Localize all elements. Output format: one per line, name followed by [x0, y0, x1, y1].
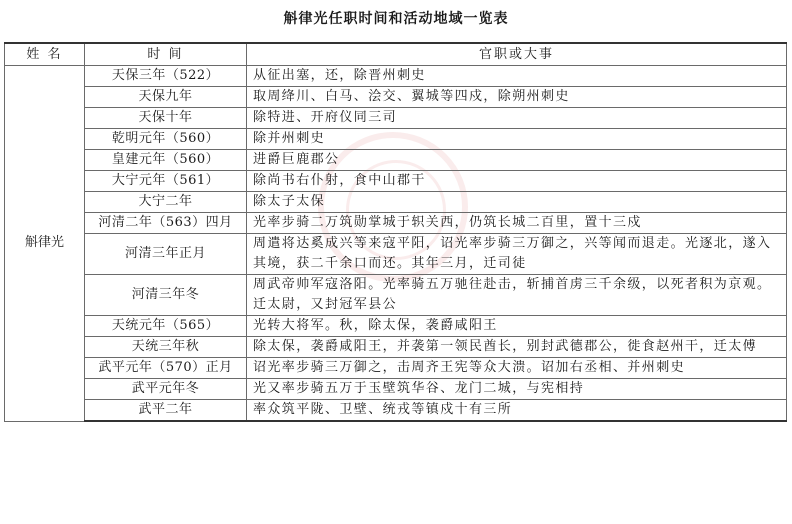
row-event: 除并州刺史: [247, 129, 787, 150]
row-time: 大宁元年（561）: [85, 171, 247, 192]
row-event: 除太子太保: [247, 192, 787, 213]
row-event: 率众筑平陇、卫壁、统戎等镇戍十有三所: [247, 400, 787, 422]
row-time: 皇建元年（560）: [85, 150, 247, 171]
row-time: 天统元年（565）: [85, 316, 247, 337]
row-time: 河清三年正月: [85, 234, 247, 275]
row-event: 光转大将军。秋，除太保，袭爵咸阳王: [247, 316, 787, 337]
row-event: 进爵巨鹿郡公: [247, 150, 787, 171]
row-time: 武平二年: [85, 400, 247, 422]
table-row: [5, 213, 787, 234]
row-time: 大宁二年: [85, 192, 247, 213]
row-event: 取周绛川、白马、浍交、翼城等四戍，除朔州刺史: [247, 87, 787, 108]
table-row: [5, 316, 787, 337]
table-row: [5, 150, 787, 171]
person-name: 斛律光: [5, 66, 85, 422]
row-event: 周遣将达奚成兴等来寇平阳，诏光率步骑三万御之，兴等闻而退走。光逐北，遂入其境，获二千余口而还。其年三月，迁司徒: [247, 234, 787, 275]
table-row: [5, 379, 787, 400]
table-row: [5, 400, 787, 422]
table-row: [5, 66, 787, 87]
row-event: 除尚书右仆射，食中山郡干: [247, 171, 787, 192]
row-event: 光又率步骑五万于玉壁筑华谷、龙门二城，与宪相持: [247, 379, 787, 400]
row-event: 除特进、开府仪同三司: [247, 108, 787, 129]
table-header-row: [5, 43, 787, 66]
table-row: [5, 129, 787, 150]
table-row: [5, 87, 787, 108]
row-event: 从征出塞，还，除晋州刺史: [247, 66, 787, 87]
header-event: 官职或大事: [247, 43, 787, 66]
row-time: 武平元年（570）正月: [85, 358, 247, 379]
row-time: 天统三年秋: [85, 337, 247, 358]
table-row: [5, 171, 787, 192]
header-time: 时 间: [85, 43, 247, 66]
row-time: 乾明元年（560）: [85, 129, 247, 150]
row-event: 光率步骑二万筑勋掌城于轵关西，仍筑长城二百里，置十三戍: [247, 213, 787, 234]
table-row: [5, 234, 787, 275]
official-posts-table: [4, 42, 787, 422]
row-event: 周武帝帅军寇洛阳。光率骑五万驰往赴击，斩捕首虏三千余级，以死者积为京观。迁太尉，又封冠军县公: [247, 275, 787, 316]
row-time: 天保十年: [85, 108, 247, 129]
table-row: [5, 275, 787, 316]
table-row: [5, 358, 787, 379]
row-event: 除太保，袭爵咸阳王，并袭第一领民酋长，别封武德郡公，徙食赵州干，迁太傅: [247, 337, 787, 358]
table-row: [5, 337, 787, 358]
table-title: 斛律光任职时间和活动地域一览表: [283, 11, 509, 27]
header-name: 姓 名: [5, 43, 85, 66]
row-event: 诏光率步骑三万御之，击周齐王宪等众大溃。诏加右丞相、并州刺史: [247, 358, 787, 379]
row-time: 天保三年（522）: [85, 66, 247, 87]
row-time: 河清三年冬: [85, 275, 247, 316]
row-time: 武平元年冬: [85, 379, 247, 400]
table-row: [5, 192, 787, 213]
row-time: 河清二年（563）四月: [85, 213, 247, 234]
row-time: 天保九年: [85, 87, 247, 108]
table-row: [5, 108, 787, 129]
